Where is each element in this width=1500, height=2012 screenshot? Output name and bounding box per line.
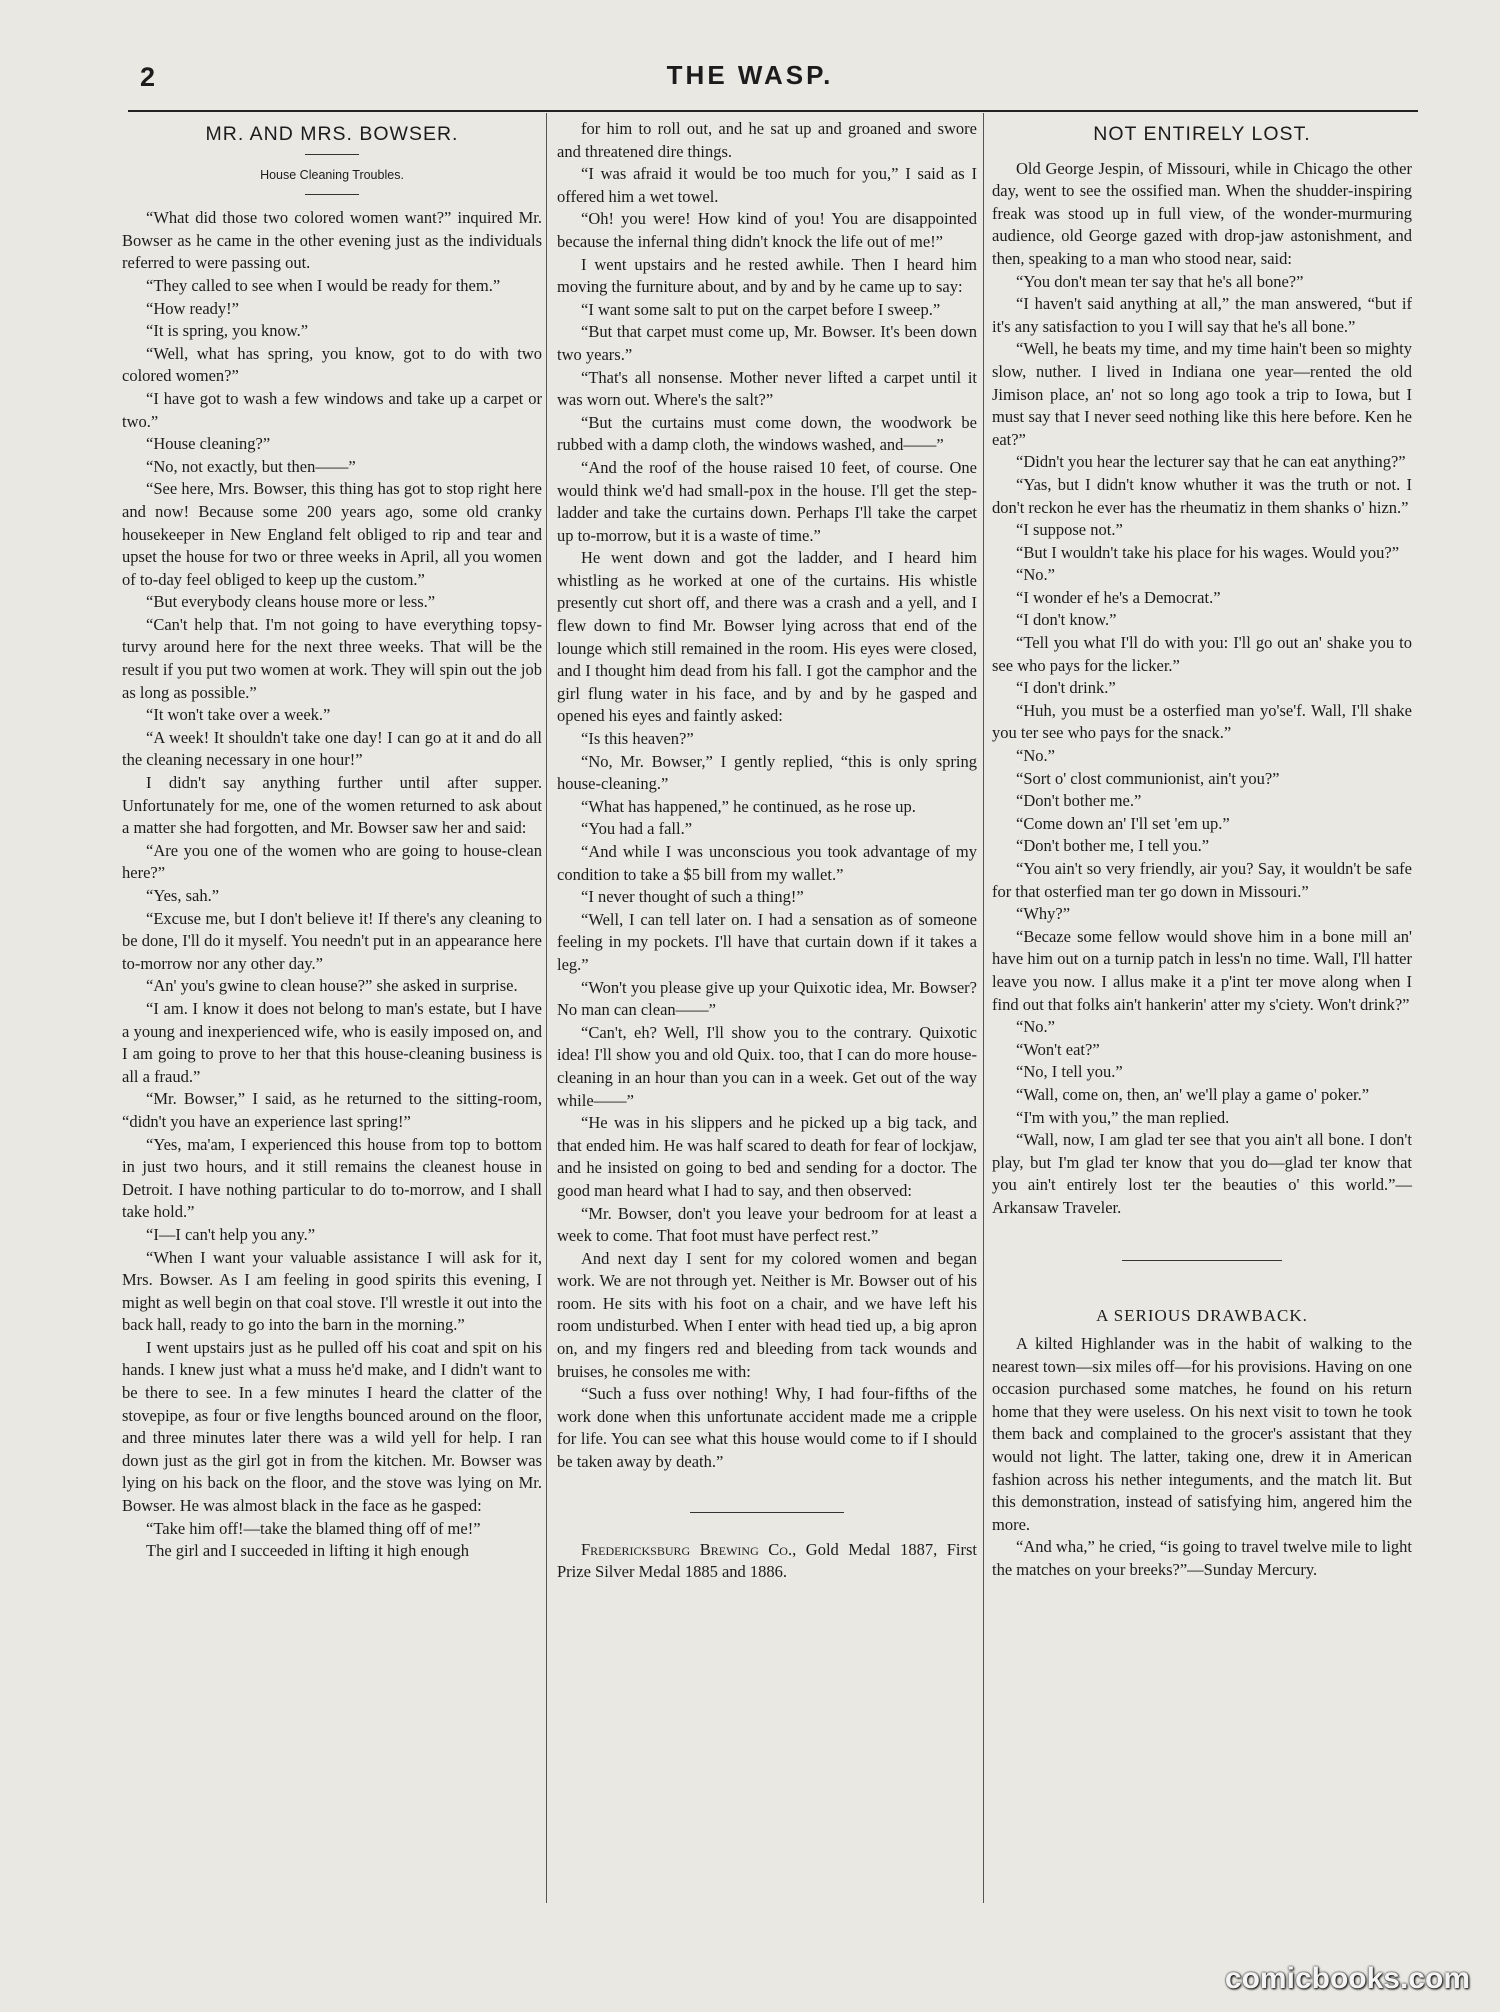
paragraph: “But that carpet must come up, Mr. Bowser. It's been down two years.” xyxy=(557,322,977,364)
paragraph: “No, not exactly, but then——” xyxy=(146,456,356,476)
paragraph: “But the curtains must come down, the woodwork be rubbed with a damp cloth, the windows washed, and——” xyxy=(557,412,977,455)
paragraph: “See here, Mrs. Bowser, this thing has got to stop right here and now! Because some 200 years ago, some old cranky housekeeper in New England felt obliged to rip and tear and upset the house for two or three weeks in April, all you women of to-day feel obliged to keep up the custom.” xyxy=(122,479,542,589)
paragraph: “Are you one of the women who are going to house-clean here?” xyxy=(122,840,542,883)
paragraph: “Yes, sah.” xyxy=(146,886,220,905)
paragraph: “It is spring, you know.” xyxy=(146,321,309,341)
paragraph: “Can't help that. I'm not going to have everything topsy-turvy around here for the next three weeks. That will be the result if you put two women at work. They will spin out the job as long as possible.” xyxy=(122,614,542,702)
masthead: THE WASP. xyxy=(666,60,834,90)
paragraph: “He was in his slippers and he picked up a big tack, and that ended him. He was half scared to death for fear of lockjaw, and he insisted on going to bed and sending for a doctor. The good man heard what I had to say, and then observed: xyxy=(557,1113,977,1200)
paragraph: “Such a fuss over nothing! Why, I had four-fifths of the work done when this unfortunate accident made me a cripple for life. You can see what this house would come to if I should be taken away by death.” xyxy=(557,1384,977,1472)
paragraph: “Wall, now, I am glad ter see that you ain't all bone. I don't play, but I'm glad ter know that you do—glad ter know that you ain't entirely lost ter the beauties o' this world.”—Arkansaw Traveler. xyxy=(992,1130,1412,1217)
masthead-rule xyxy=(128,110,1418,112)
section-rule xyxy=(1122,1260,1282,1261)
column-middle xyxy=(557,118,977,1584)
paragraph: “Is this heaven?” xyxy=(581,729,694,749)
paragraph: “Huh, you must be a osterfied man yo'se'f. Wall, I'll shake you ter see who pays for the snack.” xyxy=(992,700,1412,743)
paragraph: “House cleaning?” xyxy=(146,434,271,454)
paragraph: “What has happened,” he continued, as he rose up. xyxy=(581,796,916,816)
paragraph: “No, Mr. Bowser,” I gently replied, “this is only spring house-cleaning.” xyxy=(557,751,977,794)
column-divider-right xyxy=(983,113,984,1903)
paragraph: A kilted Highlander was in the habit of walking to the nearest town—six miles off—for his provisions. Having on one occasion purchased some matches, he found on his return home that they were useless. On his next visit to town he took them back and complained to the grocer's assistant that they would not light. The latter, taking one, drew it in American fashion across his nether integuments, and the match lit. But this demonstration, instead of satisfying him, angered him the more. xyxy=(992,1334,1412,1534)
ad-brand: Fredericksburg Brewing Co., xyxy=(581,1539,797,1559)
paragraph: “I want some salt to put on the carpet before I sweep.” xyxy=(581,299,941,319)
paragraph: “What did those two colored women want?” inquired Mr. Bowser as he came in the other evening just as the individuals referred to were passing out. xyxy=(122,208,542,273)
paragraph: “Take him off!—take the blamed thing off of me!” xyxy=(146,1518,481,1538)
paragraph: “And wha,” he cried, “is going to travel twelve mile to light the matches on your breeks?”—Sunday Mercury. xyxy=(992,1537,1412,1580)
paragraph: “Well, what has spring, you know, got to do with two colored women?” xyxy=(122,343,542,386)
paragraph: Old George Jespin, of Missouri, while in Chicago the other day, went to see the ossified man. When the shudder-inspiring freak was stood up in full view, of the wonder-murmuring audience, old George gazed with drop-jaw astonishment, and then, speaking to a man who stood near, said: xyxy=(992,158,1412,268)
paragraph: “Why?” xyxy=(1016,904,1071,924)
paragraph: “How ready!” xyxy=(146,298,239,318)
paragraph: “You don't mean ter say that he's all bone?” xyxy=(1016,271,1304,291)
paragraph: “Tell you what I'll do with you: I'll go out an' shake you to see who pays for the licker.” xyxy=(992,633,1412,675)
article-body-2 xyxy=(992,158,1412,1220)
paragraph: He went down and got the ladder, and I heard him whistling as he worked at one of the curtains. His whistle presently cut short off, and there was a crash and a yell, and I flew down to find Mr. Bowser lying across that end of the lounge which still remained in the room. His eyes were closed, and I thought him dead from his fall. I got the camphor and the girl flung water in his face, and by and by he gasped and opened his eyes and faintly asked: xyxy=(557,548,977,726)
column-left xyxy=(122,118,542,1563)
paragraph: “And the roof of the house raised 10 feet, of course. One would think we'd had small-pox in the house. I'll get the step-ladder and take the curtains down. Perhaps I'll take the carpet up to-morrow, but it is a waste of time.” xyxy=(557,457,977,545)
paragraph: “Sort o' clost communionist, ain't you?” xyxy=(1016,768,1280,788)
subtitle-rule xyxy=(305,194,359,195)
paragraph: “No, I tell you.” xyxy=(1016,1062,1123,1082)
paragraph: “I have got to wash a few windows and take up a carpet or two.” xyxy=(122,388,542,431)
paragraph: “Come down an' I'll set 'em up.” xyxy=(1016,813,1230,833)
paragraph: I didn't say anything further until after supper. Unfortunately for me, one of the women returned to ask about a matter she had forgotten, and Mr. Bowser saw her and said: xyxy=(122,773,542,838)
paragraph: “I don't know.” xyxy=(1016,610,1117,630)
advertisement xyxy=(557,1539,977,1584)
paragraph: “Can't, eh? Well, I'll show you to the contrary. Quixotic idea! I'll show you and old Quix. too, that I can do more house-cleaning in an hour than you can in a week. Get out of the way while——” xyxy=(557,1022,977,1110)
paragraph: “They called to see when I would be ready for them.” xyxy=(146,275,501,295)
paragraph: “You had a fall.” xyxy=(581,819,693,839)
paragraph: “No.” xyxy=(1016,565,1055,585)
paragraph: “Well, he beats my time, and my time hain't been so mighty slow, nuther. I lived in Indiana one year—rented the old Jimison place, an' not so long ago took a trip to Iowa, but I must say that I never seed nothing like this here before. Ken he eat?” xyxy=(992,339,1412,449)
paragraph: “Oh! you were! How kind of you! You are disappointed because the infernal thing didn't knock the life out of me!” xyxy=(557,209,977,251)
article-body-3 xyxy=(992,1333,1412,1582)
paragraph: “I wonder ef he's a Democrat.” xyxy=(1016,587,1221,607)
paragraph: “A week! It shouldn't take one day! I can go at it and do all the cleaning necessary in one hour!” xyxy=(122,727,542,770)
paragraph: “That's all nonsense. Mother never lifted a carpet until it was worn out. Where's the salt?” xyxy=(557,367,977,410)
paragraph: “I haven't said anything at all,” the man answered, “but if it's any satisfaction to you I will say that he's all bone.” xyxy=(992,294,1412,336)
paragraph: “Yes, ma'am, I experienced this house from top to bottom in just two hours, and it still remains the cleanest house in Detroit. I have nothing particular to do to-morrow, and I shall take hold.” xyxy=(122,1134,542,1222)
paragraph: The girl and I succeeded in lifting it high enough xyxy=(146,1541,470,1561)
paragraph: “I—I can't help you any.” xyxy=(146,1224,316,1244)
paragraph: I went upstairs and he rested awhile. Then I heard him moving the furniture about, and by and by he came up to say: xyxy=(557,254,977,297)
ad-text: Gold Medal 1887, First Prize Silver Medal 1885 and 1886. xyxy=(557,1539,978,1582)
paragraph: “Wall, come on, then, an' we'll play a game o' poker.” xyxy=(1016,1084,1370,1104)
paragraph: “I never thought of such a thing!” xyxy=(581,887,804,907)
paragraph: “Don't bother me, I tell you.” xyxy=(1016,836,1210,856)
watermark: comicbooks.com xyxy=(1224,1962,1470,1995)
paragraph: “But everybody cleans house more or less.” xyxy=(146,592,436,612)
paragraph: “Mr. Bowser,” I said, as he returned to the sitting-room, “didn't you have an experience last spring!” xyxy=(122,1089,542,1131)
paragraph: “I suppose not.” xyxy=(1016,520,1123,540)
paragraph: “Yas, but I didn't know whuther it was the truth or not. I don't reckon he ever has the rheumatiz in them shanks o' hizn.” xyxy=(992,474,1412,517)
paragraph: “And while I was unconscious you took advantage of my condition to take a $5 bill from my wallet.” xyxy=(557,842,977,884)
column-right xyxy=(992,118,1412,1582)
article-body-continued xyxy=(557,118,977,1474)
paragraph: “I don't drink.” xyxy=(1016,678,1116,698)
paragraph: “Don't bother me.” xyxy=(1016,791,1142,811)
paragraph: “An' you's gwine to clean house?” she asked in surprise. xyxy=(146,976,518,996)
paragraph: “Didn't you hear the lecturer say that he can eat anything?” xyxy=(1016,452,1406,472)
column-divider-left xyxy=(546,113,547,1903)
paragraph: for him to roll out, and he sat up and groaned and swore and threatened dire things. xyxy=(557,119,977,161)
paragraph: “I am. I know it does not belong to man's estate, but I have a young and inexperienced wife, who is easily imposed on, and I am going to prove to her that this house-cleaning business is all a fraud.” xyxy=(122,998,542,1086)
page-number: 2 xyxy=(140,62,156,92)
article-title-3: A SERIOUS DRAWBACK. xyxy=(1096,1305,1308,1325)
paragraph: “It won't take over a week.” xyxy=(146,705,331,725)
paragraph: And next day I sent for my colored women and began work. We are not through yet. Neither is Mr. Bowser out of his room. He sits with his foot on a chair, and we have left his room undisturbed. When I enter with head tied up, a big apron on, and my fingers red and bleeding from tack wounds and bruises, he consoles me with: xyxy=(557,1248,977,1381)
paragraph: “Excuse me, but I don't believe it! If there's any cleaning to be done, I'll do it myself. You needn't put in an appearance here to-morrow nor any other day.” xyxy=(122,908,542,973)
article-body xyxy=(122,207,542,1563)
paragraph: “I was afraid it would be too much for you,” I said as I offered him a wet towel. xyxy=(557,164,977,206)
paragraph: I went upstairs just as he pulled off his coat and spit on his hands. I knew just what a muss he'd make, and I didn't want to be there to see. In a few minutes I heard the clatter of the stovepipe, as four or five lengths bounced around on the floor, and three minutes later there was a wild yell for help. I ran down just as the girl got in from the kitchen. Mr. Bowser was lying on his back on the floor, and the stove was lying on Mr. Bowser. He was almost black in the face as he gasped: xyxy=(122,1337,542,1516)
paragraph: “But I wouldn't take his place for his wages. Would you?” xyxy=(1016,542,1400,562)
paragraph: “No.” xyxy=(1016,746,1055,766)
paragraph: “Well, I can tell later on. I had a sensation as of someone feeling in my pockets. I'll have that curtain down if it takes a leg.” xyxy=(557,909,977,974)
article-subtitle: House Cleaning Troubles. xyxy=(260,167,404,182)
paragraph: “When I want your valuable assistance I will ask for it, Mrs. Bowser. As I am feeling in good spirits this evening, I might as well begin on that coal stove. I'll wrestle it out into the back hall, ready to go into the barn in the morning.” xyxy=(122,1247,542,1335)
article-title-2: NOT ENTIRELY LOST. xyxy=(1093,123,1311,145)
paragraph: “No.” xyxy=(1016,1017,1055,1037)
ad-rule xyxy=(690,1512,844,1513)
title-rule xyxy=(305,154,359,155)
paragraph: “Won't you please give up your Quixotic idea, Mr. Bowser? No man can clean——” xyxy=(557,977,977,1020)
paragraph: “Becaze some fellow would shove him in a bone mill an' have him out on a turnip patch in less'n no time. Wall, I'll hatter leave you now. I allus make it a p'int ter move along when I find out that folks ain't hankerin' atter my s'ciety. Won't drink?” xyxy=(992,926,1412,1014)
article-title: MR. AND MRS. BOWSER. xyxy=(205,123,459,145)
paragraph: “Won't eat?” xyxy=(1016,1039,1100,1059)
paragraph: “I'm with you,” the man replied. xyxy=(1016,1107,1230,1127)
paragraph: “You ain't so very friendly, air you? Say, it wouldn't be safe for that osterfied man ter go down in Missouri.” xyxy=(992,859,1412,901)
paragraph: “Mr. Bowser, don't you leave your bedroom for at least a week to come. That foot must have perfect rest.” xyxy=(557,1203,977,1246)
